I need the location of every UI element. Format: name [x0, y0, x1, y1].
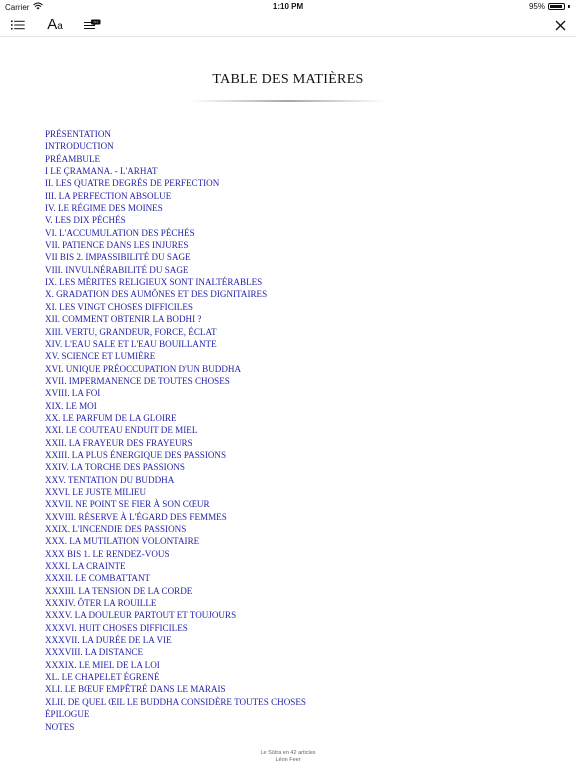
toc-link[interactable]: XVI. UNIQUE PRÉOCCUPATION D'UN BUDDHA	[45, 363, 242, 374]
toc-link[interactable]: VII. PATIENCE DANS LES INJURES	[45, 240, 189, 251]
notes-icon	[84, 19, 101, 31]
toc-link[interactable]: XXXV. LA DOULEUR PARTOUT ET TOUJOURS	[45, 610, 237, 621]
toc-link[interactable]: PRÉSENTATION	[45, 129, 111, 139]
toc-link[interactable]: V. LES DIX PÉCHÉS	[45, 215, 126, 226]
toc-link[interactable]: XXVIII. RÉSERVE À L'ÉGARD DES FEMMES	[45, 511, 227, 522]
notes-button[interactable]	[82, 15, 102, 35]
title-divider	[190, 100, 386, 102]
toc-page	[0, 36, 576, 746]
toc-link[interactable]: XXX. LA MUTILATION VOLONTAIRE	[45, 536, 200, 547]
font-size-icon	[47, 16, 63, 34]
toc-link[interactable]: XXV. TENTATION DU BUDDHA	[45, 474, 175, 485]
toc-list	[45, 128, 306, 733]
toc-link[interactable]: VII BIS 2. IMPASSIBILITÉ DU SAGE	[45, 252, 191, 263]
toc-link[interactable]: XIII. VERTU, GRANDEUR, FORCE, ÉCLAT	[45, 326, 217, 337]
toc-link[interactable]: XXI. LE COUTEAU ENDUIT DE MIEL	[45, 425, 198, 436]
toc-link[interactable]: NOTES	[45, 721, 75, 732]
toc-link[interactable]: XXXI. LA CRAINTE	[45, 561, 126, 572]
page-title: TABLE DES MATIÈRES	[212, 72, 364, 87]
toc-link[interactable]: VIII. INVULNÉRABILITÉ DU SAGE	[45, 264, 189, 275]
toc-link[interactable]: XI. LES VINGT CHOSES DIFFICILES	[45, 301, 193, 312]
toc-link[interactable]: XXXVII. LA DURÉE DE LA VIE	[45, 635, 172, 646]
toc-link[interactable]: III. LA PERFECTION ABSOLUE	[45, 190, 172, 201]
toc-link[interactable]: XXXVIII. LA DISTANCE	[45, 647, 144, 658]
toc-link[interactable]: XXVI. LE JUSTE MILIEU	[45, 486, 147, 497]
battery-icon	[548, 3, 565, 10]
font-icon-large: A	[47, 16, 58, 33]
font-settings-button[interactable]	[44, 15, 66, 35]
close-icon	[555, 20, 566, 31]
footer	[0, 750, 576, 764]
battery-tip	[568, 5, 570, 8]
toc-link[interactable]: VI. L'ACCUMULATION DES PÉCHÉS	[45, 227, 195, 238]
toc-link[interactable]: XX. LE PARFUM DE LA GLOIRE	[45, 412, 177, 423]
toc-link[interactable]: PRÉAMBULE	[45, 153, 101, 164]
toc-link[interactable]: I LE ÇRAMANA. - L'ARHAT	[45, 166, 158, 177]
toc-link[interactable]: XXXIX. LE MIEL DE LA LOI	[45, 659, 160, 670]
toc-link[interactable]: XXVII. NE POINT SE FIER À SON CŒUR	[45, 499, 210, 510]
toc-link[interactable]: XII. COMMENT OBTENIR LA BODHI ?	[45, 314, 202, 325]
toc-link[interactable]: XXX BIS 1. LE RENDEZ-VOUS	[45, 548, 170, 559]
toc-link[interactable]: XIV. L'EAU SALE ET L'EAU BOUILLANTE	[45, 338, 217, 349]
footer-author: Léon Feer	[275, 757, 301, 763]
toc-link[interactable]: ÉPILOGUE	[45, 709, 90, 720]
font-icon-small: a	[57, 21, 63, 32]
status-bar	[0, 0, 576, 14]
reader-toolbar	[0, 14, 576, 37]
toc-link[interactable]: X. GRADATION DES AUMÔNES ET DES DIGNITAIRES	[45, 289, 268, 300]
toc-link[interactable]: XVII. IMPERMANENCE DE TOUTES CHOSES	[45, 375, 230, 386]
toc-link[interactable]: II. LES QUATRE DEGRÉS DE PERFECTION	[45, 178, 220, 189]
toc-link[interactable]: INTRODUCTION	[45, 141, 114, 152]
toc-link[interactable]: XXXVI. HUIT CHOSES DIFFICILES	[45, 622, 188, 633]
battery-percent: 95%	[528, 2, 545, 11]
toc-link[interactable]: XXXIV. ÔTER LA ROUILLE	[45, 598, 157, 609]
footer-book-title: Le Sûtra en 42 articles	[260, 750, 316, 756]
toc-link[interactable]: XIX. LE MOI	[45, 400, 97, 411]
toc-link[interactable]: IX. LES MÉRITES RELIGIEUX SONT INALTÉRABLES	[45, 277, 263, 288]
status-bar-right	[529, 2, 570, 11]
close-button[interactable]	[550, 15, 570, 35]
toc-link[interactable]: XL. LE CHAPELET ÉGRENÉ	[45, 672, 160, 683]
toc-link[interactable]: XV. SCIENCE ET LUMIÈRE	[45, 351, 156, 362]
contents-button[interactable]	[8, 15, 28, 35]
status-time: 1:10 PM	[272, 2, 304, 11]
battery-level	[550, 5, 562, 8]
toc-link[interactable]: XXIV. LA TORCHE DES PASSIONS	[45, 462, 185, 473]
toc-link[interactable]: XXIX. L'INCENDIE DES PASSIONS	[45, 524, 187, 534]
carrier-label: Carrier	[5, 2, 30, 12]
list-icon	[11, 20, 25, 30]
toc-link[interactable]: XXXII. LE COMBATTANT	[45, 573, 151, 584]
toc-link[interactable]: XVIII. LA FOI	[45, 388, 101, 399]
toc-link[interactable]: XXIII. LA PLUS ÉNERGIQUE DES PASSIONS	[45, 449, 227, 460]
toc-link[interactable]: IV. LE RÉGIME DES MOINES	[45, 203, 163, 214]
toc-link[interactable]: XLII. DE QUEL ŒIL LE BUDDHA CONSIDÈRE TOUTES CHOSES	[45, 696, 306, 707]
toc-link[interactable]: XLI. LE BŒUF EMPÊTRÉ DANS LE MARAIS	[45, 684, 226, 695]
toc-link[interactable]: XXII. LA FRAYEUR DES FRAYEURS	[45, 437, 193, 448]
toc-link[interactable]: XXXIII. LA TENSION DE LA CORDE	[45, 585, 193, 596]
